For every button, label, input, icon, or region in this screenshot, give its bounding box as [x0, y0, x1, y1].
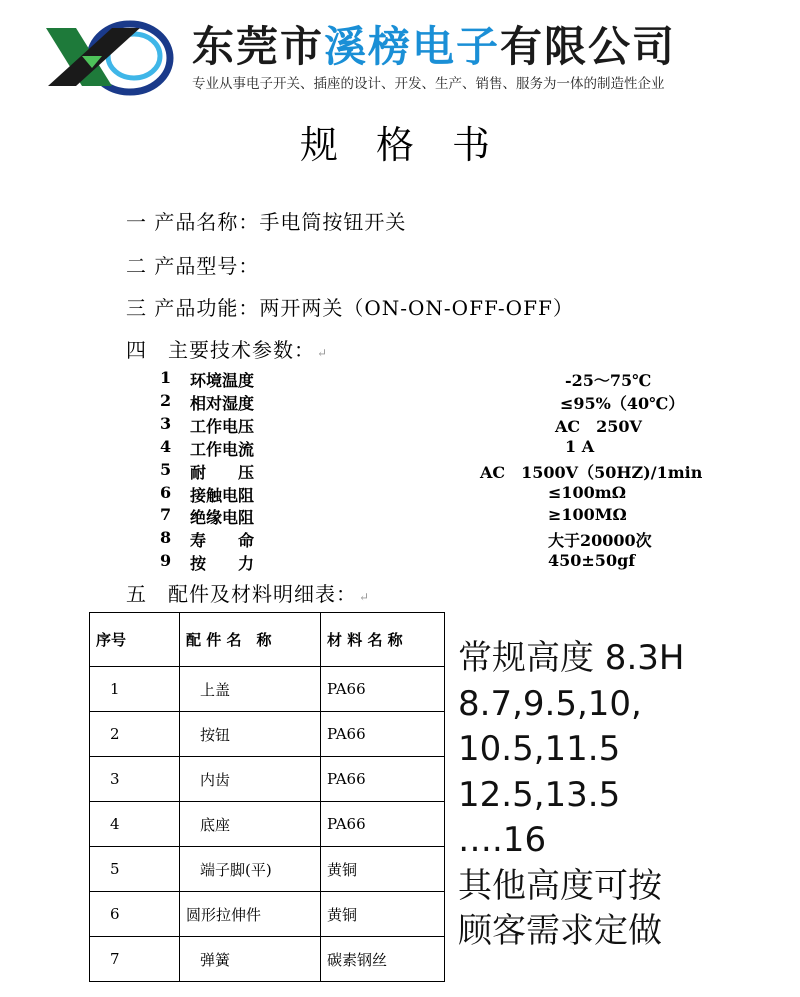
cell-no: 6	[90, 892, 180, 937]
param-no: 8	[160, 528, 172, 547]
company-name-prefix: 东莞市	[192, 22, 325, 71]
param-value: -25～75℃	[565, 371, 652, 390]
param-no: 5	[160, 460, 172, 479]
section-product-function	[126, 292, 574, 321]
param-no: 6	[160, 483, 172, 502]
cell-part: 按钮	[180, 712, 321, 757]
param-value: ≤100mΩ	[548, 483, 626, 502]
table-row	[90, 937, 445, 982]
param-no: 2	[160, 391, 172, 410]
cell-material: PA66	[321, 712, 445, 757]
param-no: 7	[160, 505, 172, 524]
section-product-model	[126, 250, 259, 279]
cell-part: 端子脚(平)	[180, 847, 321, 892]
table-row	[90, 712, 445, 757]
product-name-label: 一 产品名称：	[126, 210, 260, 234]
param-name: 耐 压	[190, 463, 255, 482]
header-cell-material: 材 料 名 称	[321, 613, 445, 667]
param-no: 1	[160, 368, 172, 387]
cell-material: PA66	[321, 802, 445, 847]
param-value: AC 1500V（50HZ)/1min	[480, 463, 703, 482]
note-line: 12.5,13.5	[458, 774, 621, 815]
param-name: 工作电压	[190, 417, 255, 436]
company-name-suffix: 有限公司	[500, 22, 677, 71]
company-name-accent: 溪榜电子	[324, 22, 501, 71]
cell-no: 1	[90, 667, 180, 712]
cell-part: 上盖	[180, 667, 321, 712]
cell-part: 内齿	[180, 757, 321, 802]
paragraph-mark-icon: ↵	[359, 590, 371, 604]
cell-no: 3	[90, 757, 180, 802]
cell-no: 4	[90, 802, 180, 847]
param-name: 相对湿度	[190, 394, 255, 413]
product-function-value: 两开两关（ON-ON-OFF-OFF）	[259, 296, 574, 320]
product-name-value: 手电筒按钮开关	[259, 210, 407, 234]
tech-params-heading: 四 主要技术参数：	[126, 338, 315, 362]
table-row	[90, 892, 445, 937]
note-line: 其他高度可按	[458, 865, 662, 906]
parts-list-heading: 五 配件及材料明细表：	[126, 582, 357, 606]
param-value: 450±50gf	[548, 551, 636, 570]
paragraph-mark-icon: ↵	[317, 346, 329, 360]
param-no: 9	[160, 551, 172, 570]
company-name	[192, 14, 676, 74]
note-line: ….16	[458, 820, 547, 860]
param-value: AC 250V	[555, 417, 642, 436]
product-function-label: 三 产品功能：	[126, 296, 260, 320]
table-row	[90, 757, 445, 802]
section-product-name	[126, 206, 406, 235]
cell-material: 黄铜	[321, 892, 445, 937]
document-title: 规格书	[300, 123, 529, 167]
param-name: 环境温度	[190, 371, 255, 390]
cell-material: PA66	[321, 757, 445, 802]
param-value: ≥100MΩ	[548, 505, 627, 524]
note-line: 8.7,9.5,10,	[458, 683, 642, 724]
parts-table	[89, 612, 445, 982]
height-note	[458, 636, 684, 955]
cell-no: 5	[90, 847, 180, 892]
cell-part: 底座	[180, 802, 321, 847]
table-header-row	[90, 613, 445, 667]
cell-part: 弹簧	[180, 937, 321, 982]
note-line: 10.5,11.5	[458, 729, 621, 769]
param-name: 工作电流	[190, 440, 255, 459]
cell-part: 圆形拉伸件	[180, 892, 321, 937]
param-value: ≤95%（40℃）	[560, 394, 685, 413]
company-logo	[42, 18, 174, 96]
param-name: 绝缘电阻	[190, 508, 255, 527]
table-row	[90, 802, 445, 847]
product-model-label: 二 产品型号：	[126, 254, 260, 278]
param-value: 大于20000次	[548, 531, 652, 550]
note-line: 常规高度 8.3H	[458, 638, 685, 678]
note-line: 顾客需求定做	[458, 911, 662, 951]
param-name: 接触电阻	[190, 486, 255, 505]
param-no: 4	[160, 437, 172, 456]
cell-material: 黄铜	[321, 847, 445, 892]
param-name: 寿 命	[190, 531, 255, 550]
cell-material: 碳素钢丝	[321, 937, 445, 982]
param-value: 1 A	[565, 437, 595, 456]
company-slogan: 专业从事电子开关、插座的设计、开发、生产、销售、服务为一体的制造性企业	[192, 76, 665, 92]
cell-no: 7	[90, 937, 180, 982]
param-name: 按 力	[190, 554, 255, 573]
table-row	[90, 667, 445, 712]
param-no: 3	[160, 414, 172, 433]
table-row	[90, 847, 445, 892]
cell-no: 2	[90, 712, 180, 757]
header-cell-part: 配 件 名 称	[180, 613, 321, 667]
cell-material: PA66	[321, 667, 445, 712]
section-parts-list	[126, 578, 370, 607]
section-tech-params	[126, 334, 328, 363]
header-cell-no: 序号	[90, 613, 180, 667]
